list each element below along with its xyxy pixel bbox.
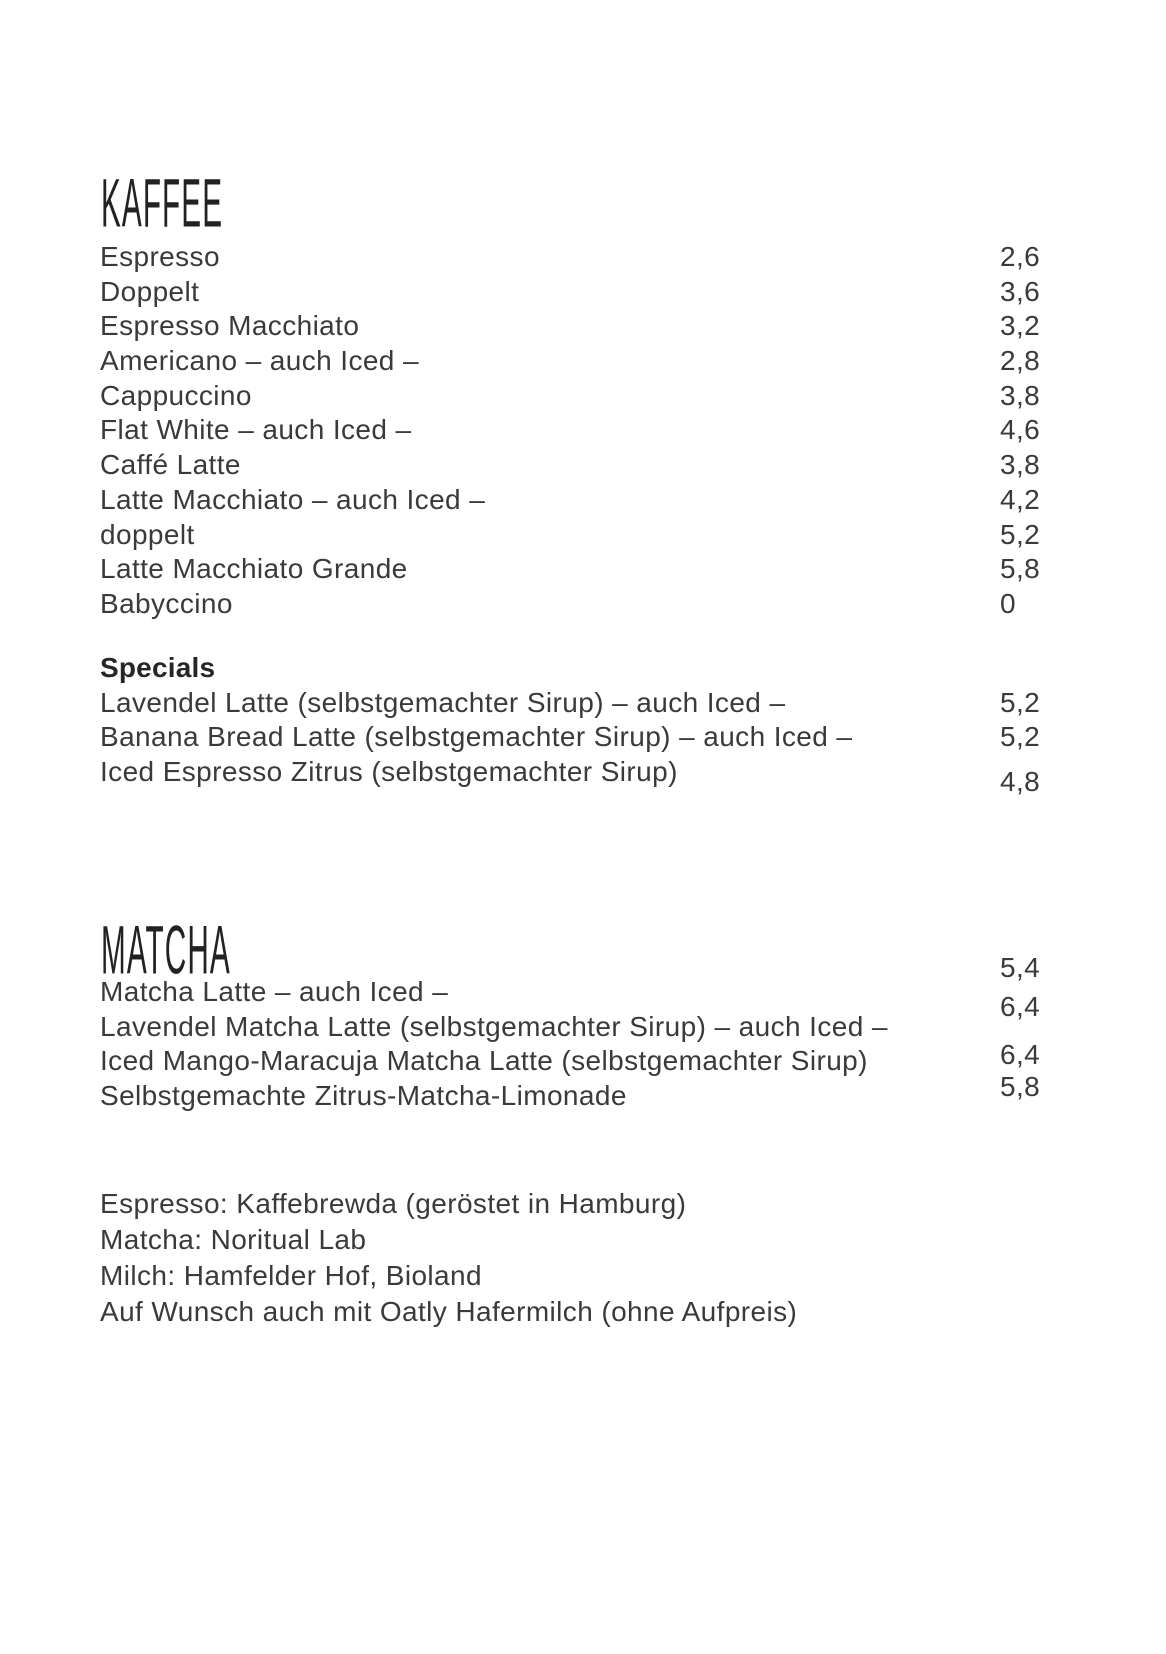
menu-item-name: Americano – auch Iced – — [100, 345, 419, 377]
menu-item-price: 3,8 — [1000, 379, 1041, 411]
menu-item-name: Selbstgemachte Zitrus-Matcha-Limonade — [100, 1080, 627, 1112]
menu-item-price: 5,8 — [1000, 553, 1041, 585]
menu-item-name: Flat White – auch Iced – — [100, 414, 412, 446]
sourcing-line-milch: Milch: Hamfelder Hof, Bioland — [100, 1260, 482, 1291]
menu-item-name: Iced Mango-Maracuja Matcha Latte (selbstgemachter Sirup) — [100, 1045, 868, 1077]
menu-item-name: Lavendel Latte (selbstgemachter Sirup) – auch Iced – — [100, 686, 786, 718]
section-title-matcha-text: MATCHA — [101, 911, 231, 989]
kaffee-item-list — [100, 241, 1100, 623]
sourcing-line-matcha: Matcha: Noritual Lab — [100, 1224, 367, 1255]
menu-item-name: Espresso — [100, 241, 220, 272]
menu-item — [100, 721, 1100, 756]
specials-label: Specials — [100, 652, 216, 683]
menu-item — [100, 380, 1100, 415]
menu-item — [100, 449, 1100, 484]
sourcing-line-hafermilch: Auf Wunsch auch mit Oatly Hafermilch (ohne Aufpreis) — [100, 1296, 798, 1327]
menu-item-price: 5,2 — [1000, 686, 1041, 718]
menu-item-price: 6,4 — [1000, 1039, 1041, 1071]
menu-item-price: 4,6 — [1000, 414, 1041, 446]
menu-item — [100, 1039, 1100, 1080]
menu-item-name: Caffé Latte — [100, 449, 241, 481]
menu-item-name: Cappuccino — [100, 379, 252, 411]
menu-item-name: Latte Macchiato – auch Iced – — [100, 483, 486, 515]
menu-item — [100, 310, 1100, 345]
menu-item-name: Doppelt — [100, 275, 200, 307]
specials-block — [100, 652, 1100, 798]
menu-item-name: Matcha Latte – auch Iced – — [100, 976, 449, 1007]
menu-item — [100, 519, 1100, 554]
matcha-item-list — [100, 952, 1100, 1115]
menu-item — [100, 756, 1100, 798]
menu-item — [100, 276, 1100, 311]
menu-item-name: doppelt — [100, 518, 195, 550]
specials-header-row — [100, 652, 1100, 687]
menu-item-price: 3,2 — [1000, 310, 1041, 342]
menu-item — [100, 687, 1100, 722]
menu-item-price: 5,2 — [1000, 721, 1041, 753]
menu-item-price: 3,6 — [1000, 275, 1041, 307]
menu-item-price: 2,6 — [1000, 241, 1041, 272]
menu-item-price: 5,8 — [1000, 1071, 1041, 1103]
menu-item — [100, 553, 1100, 588]
menu-item — [100, 588, 1100, 623]
section-title-kaffee — [101, 164, 323, 243]
sourcing-info — [100, 1186, 797, 1330]
menu-item — [100, 345, 1100, 380]
menu-item-name: Babyccino — [100, 587, 233, 619]
section-title-kaffee-text: KAFFEE — [101, 164, 224, 242]
menu-item — [100, 241, 1100, 276]
menu-item-price: 5,4 — [1000, 952, 1041, 983]
menu-item-price: 6,4 — [1000, 990, 1041, 1022]
menu-item-price: 0 — [1000, 587, 1016, 619]
sourcing-line-espresso: Espresso: Kaffebrewda (geröstet in Hamburg) — [100, 1188, 687, 1219]
menu-item — [100, 1071, 1100, 1115]
menu-item-name: Banana Bread Latte (selbstgemachter Sirup) – auch Iced – — [100, 721, 853, 753]
menu-item-name: Iced Espresso Zitrus (selbstgemachter Sirup) — [100, 756, 678, 788]
menu-item-price: 4,2 — [1000, 483, 1041, 515]
menu-item-name: Lavendel Matcha Latte (selbstgemachter Sirup) – auch Iced – — [100, 1010, 888, 1042]
menu-item-price: 3,8 — [1000, 449, 1041, 481]
menu-item — [100, 414, 1100, 449]
menu-item — [100, 952, 1100, 1011]
menu-item-price: 5,2 — [1000, 518, 1041, 550]
menu-item-name: Espresso Macchiato — [100, 310, 360, 342]
menu-item — [100, 484, 1100, 519]
menu-item-name: Latte Macchiato Grande — [100, 553, 408, 585]
menu-item-price: 2,8 — [1000, 345, 1041, 377]
menu-item-price: 4,8 — [1000, 766, 1041, 798]
